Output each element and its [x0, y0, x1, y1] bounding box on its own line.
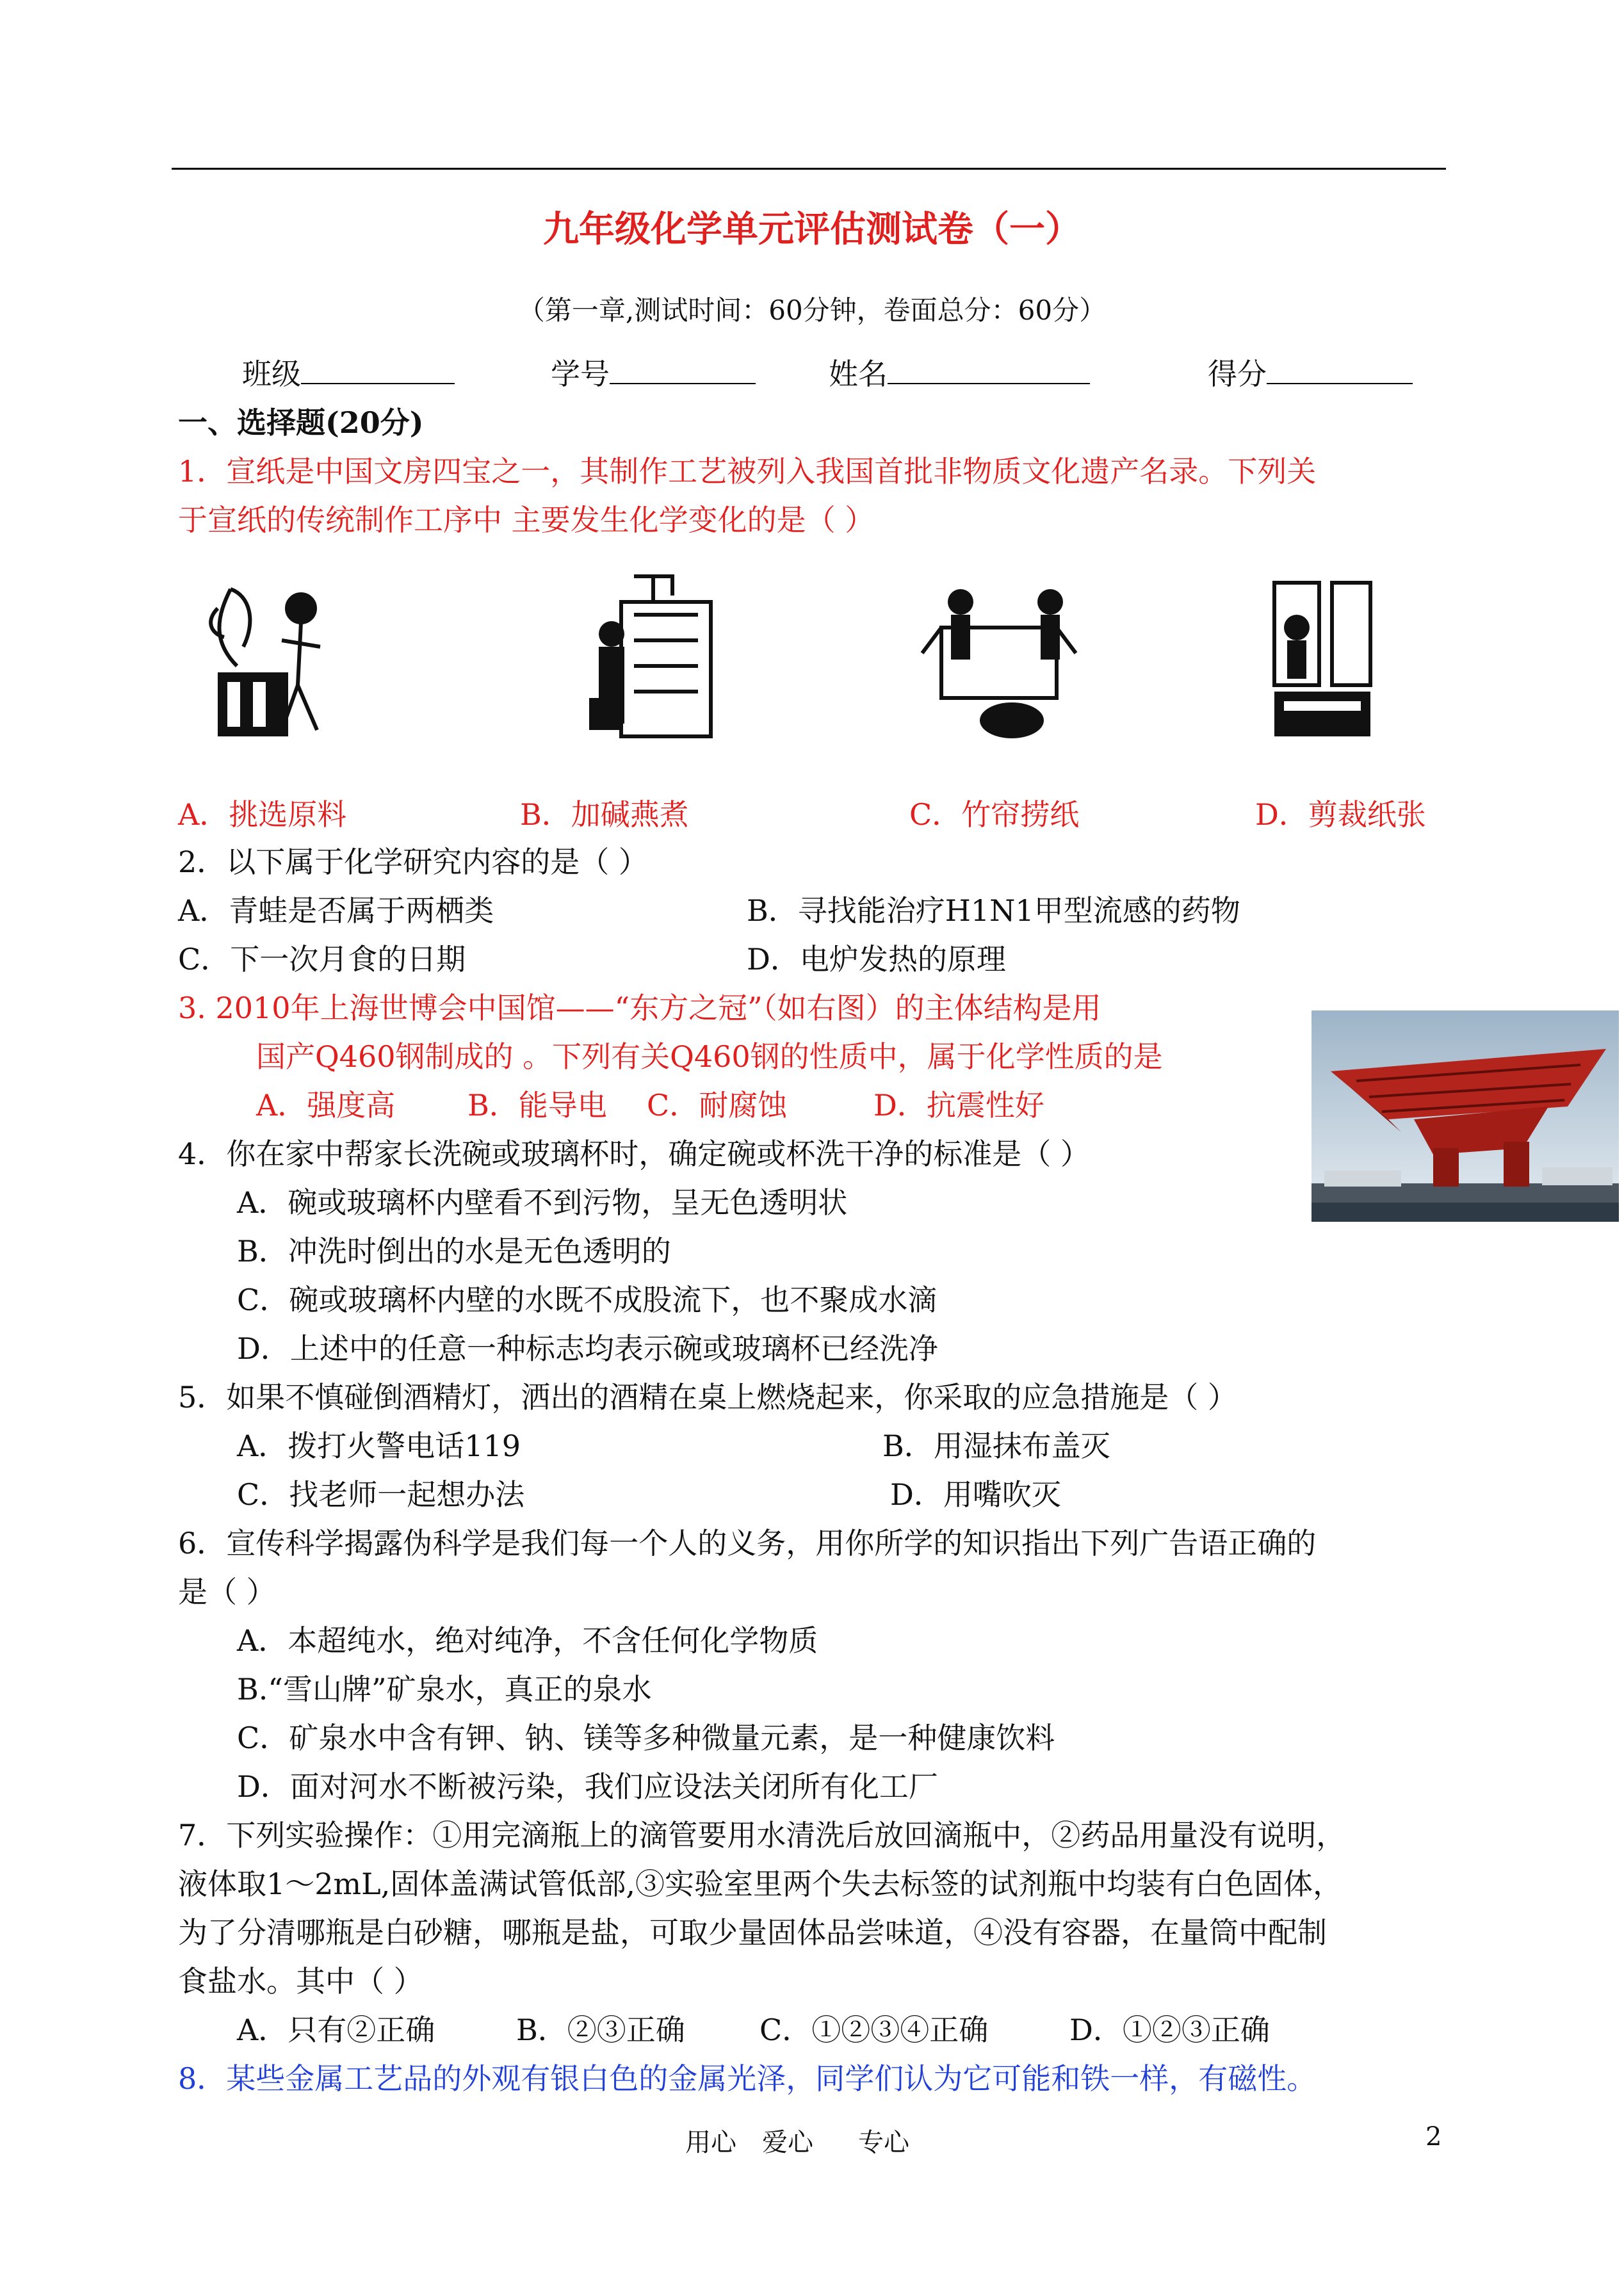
page-subtitle: （第一章,测试时间：60分钟，卷面总分：60分）: [517, 295, 1107, 326]
q6-line1: 6．宣传科学揭露伪科学是我们每一个人的义务，用你所学的知识指出下列广告语正确的: [178, 1526, 1317, 1561]
q7-option-b: B．②③正确: [516, 2013, 685, 2047]
q1-line2: 于宣纸的传统制作工序中 主要发生化学变化的是（ ）: [178, 503, 875, 537]
page-number: 2: [1425, 2122, 1442, 2152]
q4-option-c: C．碗或玻璃杯内壁的水既不成股流下，也不聚成水滴: [237, 1283, 938, 1317]
illustration-alkali-boiling: [576, 564, 749, 749]
q3-option-b: B．能导电: [467, 1088, 607, 1123]
q4-option-d: D．上述中的任意一种标志均表示碗或玻璃杯已经洗净: [237, 1331, 938, 1366]
q8-line1: 8．某些金属工艺品的外观有银白色的金属光泽，同学们认为它可能和铁一样，有磁性。: [178, 2061, 1317, 2096]
header-rule: [172, 168, 1446, 170]
q2-stem: 2．以下属于化学研究内容的是（ ）: [178, 845, 648, 879]
china-pavilion-photo: [1311, 1010, 1619, 1222]
field-name-label: 姓名: [829, 357, 888, 391]
q7-line4: 食盐水。其中（ ）: [178, 1964, 423, 1999]
q6-option-b: B.“雪山牌”矿泉水，真正的泉水: [237, 1672, 652, 1707]
field-class-label: 班级: [242, 357, 301, 391]
q5-option-b: B．用湿抹布盖灭: [882, 1429, 1110, 1463]
footer-motto-2: 爱心: [762, 2128, 813, 2157]
field-name: [829, 351, 1090, 393]
q7-line2: 液体取1～2mL,固体盖满试管低部,③实验室里两个失去标签的试剂瓶中均装有白色固体，: [178, 1867, 1342, 1901]
q3-option-c: C．耐腐蚀: [647, 1088, 788, 1123]
q4-stem: 4．你在家中帮家长洗碗或玻璃杯时，确定碗或杯洗干净的标准是（ ）: [178, 1137, 1090, 1171]
q2-option-a: A．青蛙是否属于两栖类: [178, 893, 494, 928]
field-score-blank[interactable]: [1267, 357, 1413, 384]
field-class: [242, 351, 455, 393]
q3-line2: 国产Q460钢制成的 。下列有关Q460钢的性质中，属于化学性质的是: [256, 1039, 1163, 1074]
q6-line2: 是（ ）: [178, 1575, 276, 1609]
q3-option-d: D．抗震性好: [873, 1088, 1044, 1123]
q6-option-d: D．面对河水不断被污染，我们应设法关闭所有化工厂: [237, 1769, 938, 1804]
q2-option-b: B．寻找能治疗H1N1甲型流感的药物: [747, 893, 1240, 928]
section-heading: 一、选择题(20分): [178, 405, 424, 440]
q6-option-a: A．本超纯水，绝对纯净，不含任何化学物质: [237, 1623, 818, 1658]
q7-option-c: C．①②③④正确: [759, 2013, 989, 2047]
illustration-paper-cutting: [1262, 570, 1402, 749]
field-id-label: 学号: [551, 357, 610, 391]
q1-option-d: D．剪裁纸张: [1255, 797, 1426, 832]
q1-option-a: A．挑选原料: [178, 797, 347, 832]
q6-option-c: C．矿泉水中含有钾、钠、镁等多种微量元素，是一种健康饮料: [237, 1721, 1055, 1755]
q2-option-c: C．下一次月食的日期: [178, 942, 466, 977]
field-score: [1208, 351, 1413, 393]
q7-option-d: D．①②③正确: [1069, 2013, 1270, 2047]
q2-option-d: D．电炉发热的原理: [747, 942, 1006, 977]
field-name-blank[interactable]: [888, 357, 1090, 384]
q4-option-b: B．冲洗时倒出的水是无色透明的: [237, 1234, 671, 1269]
illustration-select-materials: [192, 564, 359, 749]
page-title: 九年级化学单元评估测试卷（一）: [543, 208, 1081, 250]
q5-stem: 5．如果不慎碰倒酒精灯，洒出的酒精在桌上燃烧起来，你采取的应急措施是（ ）: [178, 1380, 1237, 1415]
field-id: [551, 351, 756, 393]
q1-option-c: C．竹帘捞纸: [909, 797, 1080, 832]
field-id-blank[interactable]: [610, 357, 756, 384]
q5-option-a: A．拨打火警电话119: [237, 1429, 521, 1463]
footer-motto-1: 用心: [685, 2128, 736, 2157]
q5-option-d: D．用嘴吹灭: [890, 1477, 1061, 1512]
q5-option-c: C．找老师一起想办法: [237, 1477, 525, 1512]
q7-line1: 7．下列实验操作：①用完滴瓶上的滴管要用水清洗后放回滴瓶中，②药品用量没有说明，: [178, 1818, 1346, 1853]
q3-line1: 3. 2010年上海世博会中国馆——“东方之冠”（如右图）的主体结构是用: [178, 991, 1101, 1025]
q4-option-a: A．碗或玻璃杯内壁看不到污物，呈无色透明状: [237, 1185, 848, 1220]
footer-motto-3: 专心: [858, 2128, 909, 2157]
q1-line1: 1．宣纸是中国文房四宝之一，其制作工艺被列入我国首批非物质文化遗产名录。下列关: [178, 454, 1317, 489]
q7-line3: 为了分清哪瓶是白砂糖，哪瓶是盐，可取少量固体品尝味道，④没有容器，在量筒中配制: [178, 1915, 1327, 1950]
q1-option-b: B．加碱燕煮: [520, 797, 689, 832]
q7-option-a: A．只有②正确: [237, 2013, 435, 2047]
illustration-paper-scooping: [916, 576, 1089, 743]
field-score-label: 得分: [1208, 357, 1267, 391]
q3-option-a: A．强度高: [256, 1088, 396, 1123]
field-class-blank[interactable]: [301, 357, 455, 384]
